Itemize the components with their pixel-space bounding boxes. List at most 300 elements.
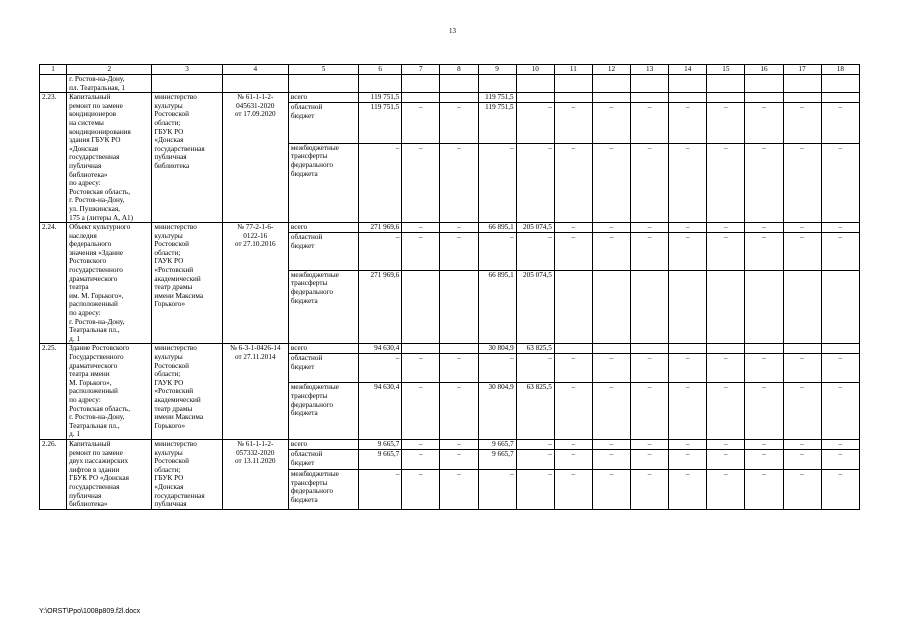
- value-col7: –: [402, 383, 440, 440]
- text-line: межбюджетные: [290, 270, 339, 279]
- value-col16: –: [745, 103, 783, 144]
- value-col10: 63 825,5: [516, 383, 554, 440]
- text-line: Капитальный: [69, 439, 111, 448]
- value-col8: [440, 93, 478, 103]
- text-line: Ростовской: [154, 361, 189, 370]
- value-col7: [402, 270, 440, 344]
- text-line: г. Ростов-на-Дону,: [69, 317, 125, 326]
- value-col7: [402, 93, 440, 103]
- value-col17: –: [783, 223, 821, 233]
- text-line: по адресу:: [69, 309, 101, 318]
- text-line: бюджета: [290, 496, 318, 504]
- value-col18: [821, 270, 859, 344]
- text-line: 057332-2020: [236, 448, 275, 457]
- object-name: [67, 439, 152, 509]
- text-line: значения «Здание: [69, 248, 124, 257]
- column-number: 2: [67, 65, 152, 75]
- text-line: культуры: [154, 448, 183, 457]
- value-col16: –: [745, 143, 783, 222]
- value-col15: [707, 344, 745, 354]
- value-total: 9 665,7: [359, 439, 402, 449]
- text-line: «Ростовский: [154, 387, 194, 396]
- value-total: –: [359, 233, 402, 271]
- column-number: 9: [478, 65, 516, 75]
- funding-source: [288, 344, 358, 354]
- value-col13: –: [631, 354, 669, 383]
- value-col12: [592, 270, 630, 344]
- value-col15: –: [707, 449, 745, 469]
- value-col9: 66 895,1: [478, 223, 516, 233]
- cell-empty: [516, 75, 554, 93]
- cell-empty: [631, 75, 669, 93]
- text-line: министерство: [154, 93, 197, 102]
- value-col7: –: [402, 143, 440, 222]
- value-col18: –: [821, 449, 859, 469]
- carryover-row: [40, 75, 860, 93]
- value-col13: –: [631, 449, 669, 469]
- value-col15: –: [707, 143, 745, 222]
- value-col15: –: [707, 470, 745, 509]
- text-line: Ростовская область,: [69, 187, 130, 196]
- value-col13: [631, 344, 669, 354]
- value-col14: –: [669, 143, 707, 222]
- value-col8: –: [440, 143, 478, 222]
- cell-empty: [592, 75, 630, 93]
- text-line: Ростовская область,: [69, 404, 130, 413]
- text-line: области;: [154, 118, 181, 127]
- file-path-footer: Y:\ORST\Ppo\1008p809.f2l.docx: [39, 608, 141, 615]
- text-line: «Ростовский: [154, 266, 194, 275]
- value-col12: –: [592, 354, 630, 383]
- column-number: 17: [783, 65, 821, 75]
- text-line: федерального: [290, 288, 333, 297]
- responsible-org: [152, 439, 222, 509]
- value-col9: 66 895,1: [478, 270, 516, 344]
- value-col13: –: [631, 143, 669, 222]
- expertise-document: [222, 439, 288, 509]
- value-col12: –: [592, 470, 630, 509]
- value-col12: [592, 93, 630, 103]
- value-col9: –: [478, 354, 516, 383]
- value-col8: –: [440, 354, 478, 383]
- text-line: Горького»: [154, 300, 186, 309]
- text-line: им. М. Горького»,: [69, 291, 124, 300]
- value-col8: –: [440, 449, 478, 469]
- text-line: М. Горького»,: [69, 378, 112, 387]
- cell-empty: [821, 75, 859, 93]
- funding-source: [288, 103, 358, 144]
- text-line: Капитальный: [69, 93, 111, 102]
- column-number: 14: [669, 65, 707, 75]
- text-line: кондиционеров: [69, 110, 117, 119]
- funding-source: [288, 449, 358, 469]
- value-col12: [592, 344, 630, 354]
- text-line: «Донская: [154, 482, 184, 491]
- value-col11: [554, 344, 592, 354]
- value-col17: [783, 344, 821, 354]
- text-line: трансферты: [290, 478, 328, 487]
- value-col16: –: [745, 223, 783, 233]
- text-line: Здание Ростовского: [69, 344, 130, 353]
- text-line: расположенный: [69, 387, 118, 396]
- value-total: 94 630,4: [359, 344, 402, 354]
- value-total: 119 751,5: [359, 93, 402, 103]
- text-line: области;: [154, 370, 181, 379]
- carryover-address: [67, 75, 152, 93]
- value-col8: –: [440, 439, 478, 449]
- value-col17: –: [783, 439, 821, 449]
- responsible-org: [152, 223, 222, 344]
- table-row: [40, 223, 860, 233]
- responsible-org: [152, 344, 222, 440]
- text-line: Ростовской: [154, 110, 189, 119]
- column-number: 13: [631, 65, 669, 75]
- text-line: бюджет: [290, 363, 315, 371]
- text-line: наследия: [69, 231, 97, 240]
- text-line: федерального: [290, 487, 333, 496]
- value-col7: –: [402, 223, 440, 233]
- text-line: государственная: [69, 153, 120, 162]
- value-col11: –: [554, 439, 592, 449]
- value-col13: –: [631, 233, 669, 271]
- value-col14: [669, 344, 707, 354]
- value-col11: –: [554, 103, 592, 144]
- text-line: всего: [290, 93, 308, 102]
- value-col17: –: [783, 143, 821, 222]
- text-line: бюджета: [290, 296, 318, 305]
- text-line: театр драмы: [154, 404, 193, 413]
- table-row: [40, 344, 860, 354]
- text-line: культуры: [154, 353, 183, 361]
- cell-empty: [359, 75, 402, 93]
- cell-empty: [745, 75, 783, 93]
- text-line: межбюджетные: [290, 470, 339, 479]
- text-line: «Донская: [154, 136, 184, 145]
- funding-source: [288, 383, 358, 440]
- text-line: культуры: [154, 231, 183, 240]
- value-col14: –: [669, 383, 707, 440]
- text-line: здания ГБУК РО: [69, 136, 121, 145]
- value-col8: –: [440, 470, 478, 509]
- value-col11: –: [554, 233, 592, 271]
- value-col13: –: [631, 103, 669, 144]
- value-col14: –: [669, 470, 707, 509]
- text-line: кондиционирования: [69, 127, 131, 136]
- text-line: имени Максима: [154, 291, 204, 300]
- column-number: 18: [821, 65, 859, 75]
- text-line: публичная: [69, 491, 102, 500]
- value-col18: –: [821, 470, 859, 509]
- responsible-org: [152, 93, 222, 223]
- value-col12: –: [592, 439, 630, 449]
- text-line: драматического: [69, 274, 118, 283]
- value-col16: –: [745, 470, 783, 509]
- text-line: от 27.11.2014: [235, 353, 276, 361]
- text-line: г. Ростов-на-Дону,: [69, 196, 125, 205]
- value-col14: –: [669, 233, 707, 271]
- funding-source: [288, 270, 358, 344]
- table-row: [40, 93, 860, 103]
- text-line: областной: [290, 449, 323, 458]
- value-col7: –: [402, 439, 440, 449]
- value-col8: –: [440, 103, 478, 144]
- row-number: 2.23.: [40, 93, 67, 223]
- value-col17: –: [783, 233, 821, 271]
- text-line: г. Ростов-на-Дону,: [69, 75, 125, 83]
- text-line: бюджет: [290, 458, 315, 467]
- value-col15: –: [707, 223, 745, 233]
- text-line: министерство: [154, 223, 197, 232]
- text-line: бюджет: [290, 241, 315, 250]
- column-number: 6: [359, 65, 402, 75]
- value-col9: –: [478, 470, 516, 509]
- text-line: Ростовского: [69, 257, 107, 266]
- text-line: государственная: [154, 144, 205, 153]
- value-total: –: [359, 354, 402, 383]
- value-col9: 30 804,9: [478, 344, 516, 354]
- text-line: трансферты: [290, 392, 328, 401]
- table-row: [40, 439, 860, 449]
- value-col11: –: [554, 143, 592, 222]
- value-col14: –: [669, 103, 707, 144]
- value-col15: –: [707, 354, 745, 383]
- value-col18: [821, 344, 859, 354]
- text-line: расположенный: [69, 300, 118, 309]
- value-col18: –: [821, 223, 859, 233]
- text-line: Ростовской: [154, 240, 189, 249]
- text-line: театр драмы: [154, 283, 193, 292]
- value-col16: [745, 344, 783, 354]
- value-col15: [707, 270, 745, 344]
- value-col9: 119 751,5: [478, 93, 516, 103]
- text-line: «Донская: [69, 144, 99, 153]
- funding-source: [288, 470, 358, 509]
- value-col13: –: [631, 223, 669, 233]
- value-total: 94 630,4: [359, 383, 402, 440]
- value-col11: –: [554, 223, 592, 233]
- value-col15: [707, 93, 745, 103]
- text-line: межбюджетные: [290, 143, 339, 152]
- text-line: Театральная пл.,: [69, 326, 120, 335]
- value-col9: 9 665,7: [478, 449, 516, 469]
- value-total: 271 969,6: [359, 223, 402, 233]
- text-line: министерство: [154, 344, 197, 353]
- text-line: № 61-1-1-2-: [237, 439, 274, 448]
- value-col14: –: [669, 439, 707, 449]
- value-col8: –: [440, 383, 478, 440]
- value-col18: –: [821, 354, 859, 383]
- text-line: № 77-2-1-6-: [237, 223, 274, 232]
- value-col14: –: [669, 223, 707, 233]
- text-line: на системы: [69, 118, 104, 127]
- object-name: [67, 223, 152, 344]
- value-total: 9 665,7: [359, 449, 402, 469]
- text-line: Горького»: [154, 421, 186, 430]
- value-col11: –: [554, 383, 592, 440]
- page-number: 13: [449, 27, 456, 35]
- object-name: [67, 344, 152, 440]
- text-line: областной: [290, 233, 323, 242]
- value-col10: –: [516, 143, 554, 222]
- value-col15: –: [707, 383, 745, 440]
- value-col7: –: [402, 470, 440, 509]
- cell-empty: [440, 75, 478, 93]
- text-line: 045631-2020: [236, 101, 275, 110]
- text-line: бюджета: [290, 169, 318, 178]
- funding-source: [288, 439, 358, 449]
- text-line: государственная: [154, 491, 205, 500]
- text-line: трансферты: [290, 152, 328, 161]
- value-col18: –: [821, 439, 859, 449]
- column-number: 5: [288, 65, 358, 75]
- text-line: государственного: [69, 266, 123, 275]
- text-line: всего: [290, 223, 308, 232]
- value-col11: [554, 93, 592, 103]
- value-col11: [554, 270, 592, 344]
- text-line: федерального: [290, 400, 333, 409]
- text-line: библиотека: [154, 161, 190, 170]
- text-line: ГАУК РО: [154, 257, 184, 266]
- value-col7: [402, 344, 440, 354]
- value-col11: –: [554, 449, 592, 469]
- text-line: культуры: [154, 101, 183, 110]
- text-line: от 13.11.2020: [235, 457, 276, 466]
- text-line: межбюджетные: [290, 383, 339, 392]
- text-line: области;: [154, 465, 181, 474]
- value-col9: 119 751,5: [478, 103, 516, 144]
- cell-empty: [222, 75, 288, 93]
- text-line: федерального: [290, 161, 333, 170]
- value-col7: –: [402, 449, 440, 469]
- column-number: 15: [707, 65, 745, 75]
- value-col16: –: [745, 354, 783, 383]
- expertise-document: [222, 93, 288, 223]
- column-number: 1: [40, 65, 67, 75]
- value-col10: 205 074,5: [516, 223, 554, 233]
- text-line: ГБУК РО: [154, 474, 184, 483]
- value-col18: –: [821, 103, 859, 144]
- value-col7: –: [402, 354, 440, 383]
- value-col17: –: [783, 103, 821, 144]
- column-number-row: [40, 65, 860, 75]
- text-line: ремонт по замене: [69, 101, 123, 110]
- text-line: № 61-1-1-2-: [237, 93, 274, 102]
- value-col7: –: [402, 233, 440, 271]
- value-col16: [745, 93, 783, 103]
- value-col8: –: [440, 223, 478, 233]
- value-col17: –: [783, 383, 821, 440]
- value-total: –: [359, 470, 402, 509]
- value-col9: –: [478, 143, 516, 222]
- text-line: областной: [290, 103, 323, 112]
- text-line: № 6-3-1-0426-14: [229, 344, 281, 353]
- value-col15: –: [707, 233, 745, 271]
- text-line: библиотека»: [69, 170, 108, 179]
- column-number: 7: [402, 65, 440, 75]
- column-number: 12: [592, 65, 630, 75]
- value-col16: –: [745, 383, 783, 440]
- value-col10: –: [516, 103, 554, 144]
- funding-source: [288, 93, 358, 103]
- value-col12: –: [592, 449, 630, 469]
- cell-empty: [707, 75, 745, 93]
- text-line: министерство: [154, 439, 197, 448]
- text-line: драматического: [69, 361, 118, 370]
- value-total: 271 969,6: [359, 270, 402, 344]
- text-line: области;: [154, 248, 181, 257]
- value-col16: [745, 270, 783, 344]
- text-line: д. 1: [69, 334, 80, 343]
- value-col17: –: [783, 470, 821, 509]
- text-line: публичная: [154, 500, 187, 509]
- cell-empty: [478, 75, 516, 93]
- text-line: трансферты: [290, 279, 328, 288]
- value-col16: –: [745, 439, 783, 449]
- cell-empty: [402, 75, 440, 93]
- value-col13: –: [631, 470, 669, 509]
- column-number: 3: [152, 65, 222, 75]
- text-line: по адресу:: [69, 395, 101, 404]
- value-col16: –: [745, 449, 783, 469]
- text-line: 0122-16: [243, 231, 268, 240]
- funding-source: [288, 143, 358, 222]
- text-line: от 17.09.2020: [234, 110, 276, 119]
- text-line: бюджет: [290, 111, 315, 120]
- cell-empty: [152, 75, 222, 93]
- funding-source: [288, 223, 358, 233]
- value-col12: –: [592, 223, 630, 233]
- text-line: ГБУК РО «Донская: [69, 474, 129, 483]
- value-col10: –: [516, 470, 554, 509]
- row-number: 2.24.: [40, 223, 67, 344]
- text-line: бюджета: [290, 409, 318, 418]
- value-col7: –: [402, 103, 440, 144]
- text-line: от 27.10.2016: [234, 240, 276, 249]
- value-col17: [783, 93, 821, 103]
- text-line: академический: [154, 274, 201, 283]
- value-col18: –: [821, 383, 859, 440]
- column-number: 16: [745, 65, 783, 75]
- column-number: 8: [440, 65, 478, 75]
- value-col13: –: [631, 439, 669, 449]
- value-col17: –: [783, 449, 821, 469]
- text-line: имени Максима: [154, 413, 204, 422]
- expertise-document: [222, 344, 288, 440]
- column-number: 10: [516, 65, 554, 75]
- object-name: [67, 93, 152, 223]
- text-line: ГБУК РО: [154, 127, 184, 136]
- value-col10: –: [516, 354, 554, 383]
- value-col14: –: [669, 449, 707, 469]
- cell-empty: [288, 75, 358, 93]
- value-col9: 9 665,7: [478, 439, 516, 449]
- text-line: пл. Театральная, 1: [69, 83, 125, 92]
- text-line: Театральная пл.,: [69, 421, 120, 430]
- text-line: всего: [290, 344, 308, 353]
- value-col17: –: [783, 354, 821, 383]
- text-line: театра: [69, 283, 89, 292]
- text-line: ремонт по замене: [69, 448, 123, 457]
- value-col18: –: [821, 143, 859, 222]
- column-number: 11: [554, 65, 592, 75]
- value-col17: [783, 270, 821, 344]
- text-line: 175 а (литеры А, А1): [69, 213, 133, 222]
- value-total: –: [359, 143, 402, 222]
- funding-table: [39, 64, 860, 510]
- text-line: областной: [290, 354, 323, 363]
- value-col14: [669, 93, 707, 103]
- value-col8: [440, 344, 478, 354]
